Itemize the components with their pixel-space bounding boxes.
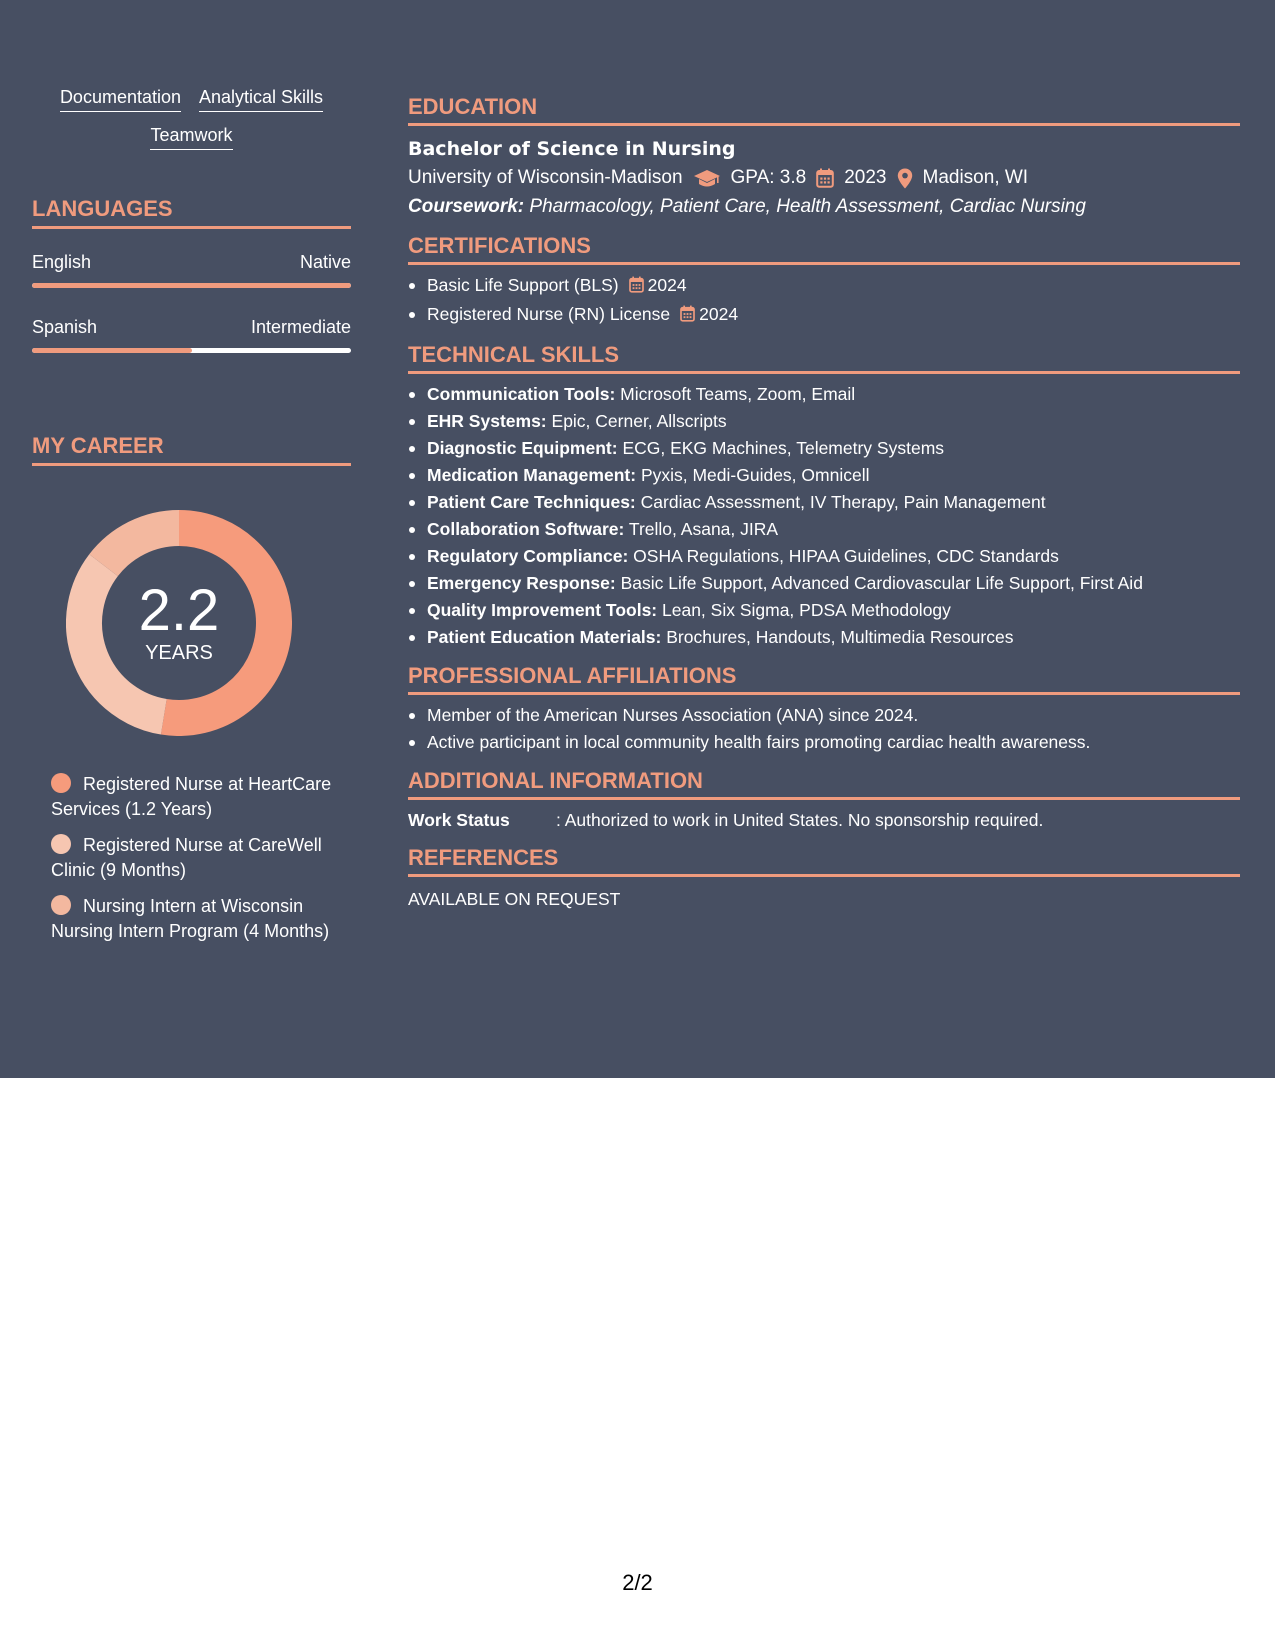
certifications-heading: CERTIFICATIONS bbox=[408, 233, 1240, 265]
skill-values: Pyxis, Medi-Guides, Omnicell bbox=[640, 465, 870, 485]
skill-tag: Analytical Skills bbox=[199, 86, 323, 112]
page-number: 2/2 bbox=[622, 1570, 653, 1595]
certification-year: 2024 bbox=[647, 275, 687, 295]
skill-category: Patient Education Materials: bbox=[427, 627, 662, 647]
work-status-row bbox=[408, 807, 1240, 833]
skill-category: Patient Care Techniques: bbox=[427, 492, 636, 512]
skill-category: Medication Management: bbox=[427, 465, 637, 485]
skill-category: Emergency Response: bbox=[427, 573, 616, 593]
gpa: GPA: 3.8 bbox=[730, 167, 807, 188]
technical-skill-item bbox=[408, 408, 1240, 435]
certification-year: 2024 bbox=[699, 304, 739, 324]
graduation-year: 2023 bbox=[844, 167, 887, 188]
legend-label: Registered Nurse at CareWell Clinic (9 Months) bbox=[51, 835, 322, 880]
career-legend-item bbox=[51, 833, 332, 883]
skill-tag: Documentation bbox=[60, 86, 181, 112]
skill-values: Lean, Six Sigma, PDSA Methodology bbox=[662, 600, 951, 620]
work-status-label: Work Status bbox=[408, 810, 510, 830]
language-proficiency-bar bbox=[32, 283, 351, 288]
technical-skill-item bbox=[408, 462, 1240, 489]
career-legend-item bbox=[51, 772, 332, 822]
references-heading: REFERENCES bbox=[408, 845, 1240, 877]
technical-skill-item bbox=[408, 381, 1240, 408]
legend-label: Registered Nurse at HeartCare Services (1.2 Years) bbox=[51, 774, 332, 819]
skill-values: Brochures, Handouts, Multimedia Resources bbox=[666, 627, 1014, 647]
language-proficiency-fill bbox=[32, 348, 192, 353]
technical-skill-item bbox=[408, 570, 1240, 597]
languages-heading: LANGUAGES bbox=[32, 196, 351, 229]
technical-skill-item bbox=[408, 435, 1240, 462]
language-proficiency-bar bbox=[32, 348, 351, 353]
skill-tag: Teamwork bbox=[150, 124, 232, 150]
language-name: Spanish bbox=[32, 317, 98, 337]
skill-values: ECG, EKG Machines, Telemetry Systems bbox=[622, 438, 945, 458]
language-level: Native bbox=[299, 252, 351, 272]
skill-category: Quality Improvement Tools: bbox=[427, 600, 658, 620]
language-proficiency-fill bbox=[32, 283, 351, 288]
language-item bbox=[32, 316, 351, 353]
career-total-years: 2.2 bbox=[138, 578, 220, 643]
career-legend bbox=[32, 772, 332, 944]
technical-skill-item bbox=[408, 516, 1240, 543]
legend-dot bbox=[51, 895, 71, 915]
certifications-list bbox=[408, 272, 1240, 330]
legend-label: Nursing Intern at Wisconsin Nursing Intern Program (4 Months) bbox=[51, 896, 330, 941]
skill-values: Microsoft Teams, Zoom, Email bbox=[620, 384, 856, 404]
skill-values: Basic Life Support, Advanced Cardiovascular Life Support, First Aid bbox=[620, 573, 1143, 593]
skill-category: Collaboration Software: bbox=[427, 519, 625, 539]
skill-category: Regulatory Compliance: bbox=[427, 546, 629, 566]
skill-category: EHR Systems: bbox=[427, 411, 547, 431]
affiliation-item: Member of the American Nurses Association (ANA) since 2024. bbox=[408, 702, 1240, 729]
skill-values: Epic, Cerner, Allscripts bbox=[551, 411, 727, 431]
technical-skills-list bbox=[408, 381, 1240, 651]
technical-skill-item bbox=[408, 624, 1240, 651]
skill-values: OSHA Regulations, HIPAA Guidelines, CDC Standards bbox=[633, 546, 1059, 566]
left-column bbox=[32, 86, 351, 955]
coursework bbox=[408, 193, 1240, 221]
references-text: AVAILABLE ON REQUEST bbox=[408, 889, 621, 909]
education-details bbox=[408, 163, 1240, 193]
skill-tags bbox=[32, 86, 351, 150]
certification-item bbox=[408, 272, 1240, 301]
degree-title: Bachelor of Science in Nursing bbox=[408, 138, 736, 160]
calendar-icon bbox=[629, 274, 644, 301]
career-legend-item bbox=[51, 894, 332, 944]
technical-skills-heading: TECHNICAL SKILLS bbox=[408, 342, 1240, 374]
school-location: Madison, WI bbox=[922, 167, 1029, 188]
certification-name: Registered Nurse (RN) License bbox=[427, 304, 671, 324]
technical-skill-item bbox=[408, 597, 1240, 624]
certification-item bbox=[408, 301, 1240, 330]
language-item bbox=[32, 251, 351, 288]
education-heading: EDUCATION bbox=[408, 94, 1240, 126]
coursework-list: Pharmacology, Patient Care, Health Assessment, Cardiac Nursing bbox=[529, 196, 1086, 217]
technical-skill-item bbox=[408, 489, 1240, 516]
coursework-label: Coursework: bbox=[408, 196, 525, 217]
skill-category: Diagnostic Equipment: bbox=[427, 438, 618, 458]
legend-dot bbox=[51, 834, 71, 854]
donut-center bbox=[66, 510, 292, 736]
affiliations-heading: PROFESSIONAL AFFILIATIONS bbox=[408, 663, 1240, 695]
affiliations-list bbox=[408, 702, 1240, 756]
skill-category: Communication Tools: bbox=[427, 384, 616, 404]
right-column bbox=[408, 94, 1240, 912]
skill-values: Trello, Asana, JIRA bbox=[628, 519, 779, 539]
additional-info-heading: ADDITIONAL INFORMATION bbox=[408, 768, 1240, 800]
calendar-icon bbox=[680, 303, 695, 330]
language-name: English bbox=[32, 252, 92, 272]
location-pin-icon bbox=[897, 168, 913, 189]
career-heading: MY CAREER bbox=[32, 433, 351, 466]
school-name: University of Wisconsin-Madison bbox=[408, 167, 683, 188]
calendar-icon bbox=[816, 168, 834, 188]
skill-values: Cardiac Assessment, IV Therapy, Pain Management bbox=[640, 492, 1046, 512]
career-donut-chart bbox=[66, 510, 292, 736]
certification-name: Basic Life Support (BLS) bbox=[427, 275, 619, 295]
career-unit: YEARS bbox=[145, 642, 213, 664]
technical-skill-item bbox=[408, 543, 1240, 570]
language-level: Intermediate bbox=[250, 317, 351, 337]
legend-dot bbox=[51, 773, 71, 793]
affiliation-item: Active participant in local community health fairs promoting cardiac health awareness. bbox=[408, 729, 1240, 756]
work-status-value: : Authorized to work in United States. No sponsorship required. bbox=[556, 810, 1044, 830]
graduation-cap-icon bbox=[693, 168, 721, 188]
